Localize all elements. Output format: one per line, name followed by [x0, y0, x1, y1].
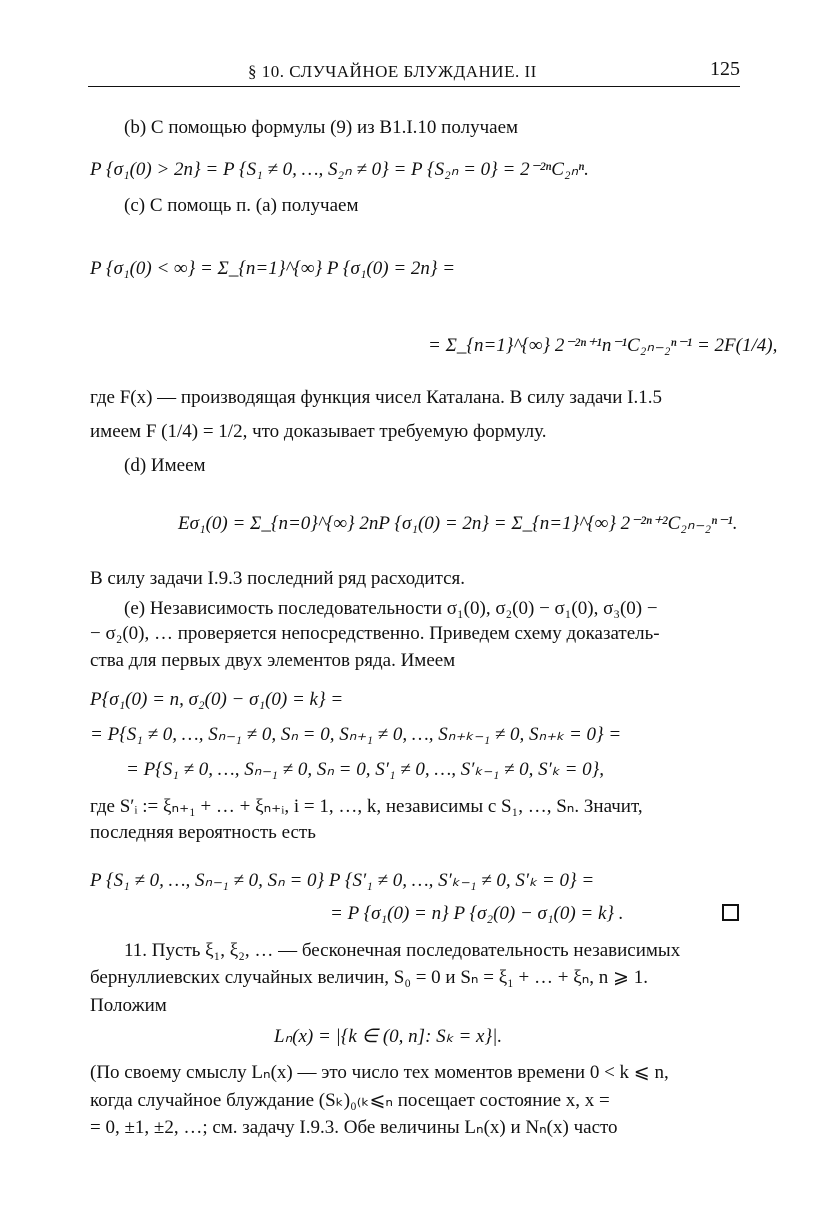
- text-line: где S′ᵢ := ξₙ₊₁ + … + ξₙ₊ᵢ, i = 1, …, k, независимы с S₁, …, Sₙ. Значит,: [90, 796, 643, 817]
- text-line: (c) С помощь п. (а) получаем: [124, 195, 359, 216]
- text-line: где F(x) — производящая функция чисел Каталана. В силу задачи I.1.5: [90, 387, 662, 408]
- formula-line: = P{S₁ ≠ 0, …, Sₙ₋₁ ≠ 0, Sₙ = 0, Sₙ₊₁ ≠ 0, …, Sₙ₊ₖ₋₁ ≠ 0, Sₙ₊ₖ = 0} =: [90, 724, 622, 745]
- text-line: ства для первых двух элементов ряда. Имеем: [90, 650, 456, 671]
- formula-line: P {σ₁(0) < ∞} = Σ_{n=1}^{∞} P {σ₁(0) = 2n} =: [90, 258, 456, 279]
- chapter-title: § 10. СЛУЧАЙНОЕ БЛУЖДАНИЕ. II: [248, 62, 537, 81]
- formula-line: Lₙ(x) = |{k ∈ (0, n]: Sₖ = x}|.: [274, 1026, 503, 1047]
- formula-line: = Σ_{n=1}^{∞} 2⁻²ⁿ⁺¹n⁻¹C₂ₙ₋₂ⁿ⁻¹ = 2F(1/4),: [428, 335, 778, 356]
- text-line: бернуллиевских случайных величин, S₀ = 0 и Sₙ = ξ₁ + … + ξₙ, n ⩾ 1.: [90, 967, 648, 988]
- text-line: когда случайное блуждание (Sₖ)₀₍ₖ⩽ₙ посещает состояние x, x =: [90, 1090, 610, 1111]
- page-number: 125: [710, 58, 740, 80]
- formula-line: P {σ₁(0) > 2n} = P {S₁ ≠ 0, …, S₂ₙ ≠ 0} = P {S₂ₙ = 0} = 2⁻²ⁿC₂ₙⁿ.: [90, 159, 589, 180]
- formula-line: = P{S₁ ≠ 0, …, Sₙ₋₁ ≠ 0, Sₙ = 0, S′₁ ≠ 0, …, S′ₖ₋₁ ≠ 0, S′ₖ = 0},: [126, 759, 605, 780]
- text-line: 11. Пусть ξ₁, ξ₂, … — бесконечная последовательность независимых: [124, 940, 681, 961]
- text-line: имеем F (1/4) = 1/2, что доказывает требуемую формулу.: [90, 421, 547, 442]
- text-line: последняя вероятность есть: [90, 822, 316, 843]
- text-line: = 0, ±1, ±2, …; см. задачу I.9.3. Обе величины Lₙ(x) и Nₙ(x) часто: [90, 1117, 618, 1138]
- qed-square: [722, 904, 739, 921]
- formula-line: P {S₁ ≠ 0, …, Sₙ₋₁ ≠ 0, Sₙ = 0} P {S′₁ ≠ 0, …, S′ₖ₋₁ ≠ 0, S′ₖ = 0} =: [90, 870, 595, 891]
- text-line: (b) С помощью формулы (9) из В1.I.10 получаем: [124, 117, 519, 138]
- text-line: (d) Имеем: [124, 455, 206, 476]
- running-header: [88, 56, 740, 87]
- text-line: Положим: [90, 995, 167, 1016]
- text-line: В силу задачи I.9.3 последний ряд расходится.: [90, 568, 466, 589]
- formula-line: = P {σ₁(0) = n} P {σ₂(0) − σ₁(0) = k} .: [330, 903, 624, 924]
- formula-line: Eσ₁(0) = Σ_{n=0}^{∞} 2nP {σ₁(0) = 2n} = Σ_{n=1}^{∞} 2⁻²ⁿ⁺²C₂ₙ₋₂ⁿ⁻¹.: [178, 513, 738, 534]
- text-line: (е) Независимость последовательности σ₁(0), σ₂(0) − σ₁(0), σ₃(0) −: [124, 598, 658, 619]
- formula-line: P{σ₁(0) = n, σ₂(0) − σ₁(0) = k} =: [90, 689, 344, 710]
- text-line: − σ₂(0), … проверяется непосредственно. Приведем схему доказатель-: [90, 623, 660, 644]
- text-line: (По своему смыслу Lₙ(x) — это число тех моментов времени 0 < k ⩽ n,: [90, 1062, 669, 1083]
